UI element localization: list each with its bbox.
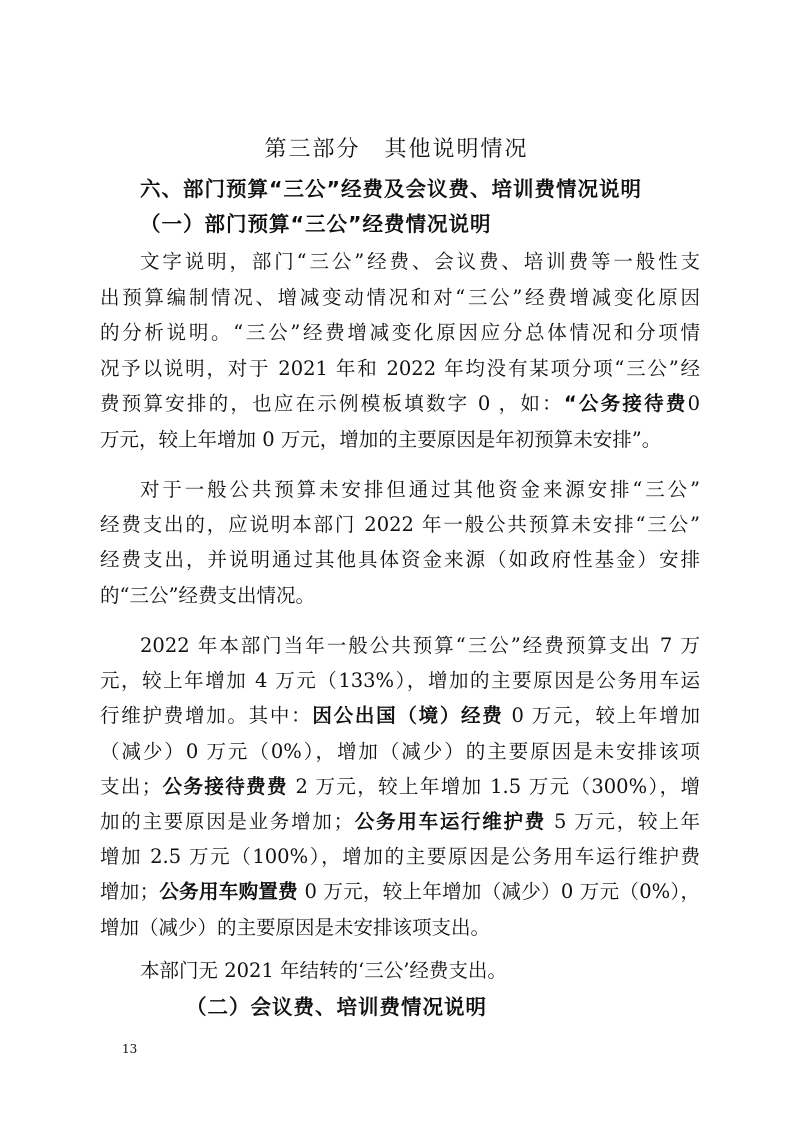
para4-line1: 本部门无 2021 年结转的‘三公’经费支出。 [140,958,507,982]
para3-line2: 元，较上年增加 4 万元（133%），增加的主要原因是公务用车运 [100,669,700,693]
para1-line5 [100,388,700,416]
para2-line4: 的“三公”经费支出情况。 [100,583,315,607]
para3-line6-bold: 公务用车运行维护费 [353,810,547,833]
para3-line7: 增加 2.5 万元（100%），增加的主要原因是公务用车运行维护费 [100,845,700,869]
para3-line5-bold: 公务接待费费 [161,774,288,798]
para1-line5-text: 费预算安排的，也应在示例模板填数字 0 ，如： [100,392,564,415]
para3-line1: 2022 年本部门当年一般公共预算“三公”经费预算支出 7 万 [140,634,700,657]
para1-line4: 况予以说明，对于 2021 年和 2022 年均没有某项分项“三公”经 [100,356,700,380]
para1-line2: 出预算编制情况、增减变动情况和对“三公”经费增减变化原因 [100,285,700,309]
section-heading: 六、部门预算“三公”经费及会议费、培训费情况说明 [140,177,642,201]
para3-line5-tail: 2 万元，较上年增加 1.5 万元（300%），增 [287,774,700,798]
para3-line3 [100,700,700,728]
para3-line8-tail: 0 万元，较上年增加（减少）0 万元（0%）， [297,880,700,904]
para3-line6-tail: 5 万元，较上年 [546,810,700,833]
para3-line3-bold: 因公出国（境）经费 [312,704,504,728]
part-heading: 第三部分 其他说明情况 [264,137,529,162]
para2-line1: 对于一般公共预算未安排但通过其他资金来源安排“三公” [140,478,700,501]
para3-line3-tail: 0 万元，较上年增加 [503,704,700,728]
subsection-heading-1: （一）部门预算“三公”经费情况说明 [140,212,492,236]
page-number: 13 [122,1042,138,1056]
para3-line6 [100,806,700,834]
para1-line3: 的分析说明。“三公”经费增减变化原因应分总体情况和分项情 [100,321,700,344]
para2-line3: 经费支出，并说明通过其他具体资金来源（如政府性基金）安排 [100,548,700,572]
para1-line5-bold: “公务接待费 [563,392,688,415]
para3-line3-text: 行维护费增加。其中： [100,704,313,728]
para3-line6-text: 加的主要原因是业务增加； [100,810,354,833]
para3-line5-text: 支出； [100,774,162,798]
para1-line5-num: 0 [687,392,700,415]
para1-line6: 万元，较上年增加 0 万元，增加的主要原因是年初预算未安排”。 [100,427,662,451]
para2-line2: 经费支出的，应说明本部门 2022 年一般公共预算未安排“三公” [100,513,700,537]
para1-line1: 文字说明，部门“三公”经费、会议费、培训费等一般性支 [140,250,700,273]
para3-line8-bold: 公务用车购置费 [159,880,298,904]
para3-line8 [100,876,700,904]
para3-line5 [100,771,700,799]
para3-line9: 增加（减少）的主要原因是未安排该项支出。 [100,915,491,939]
subsection-heading-2: （二）会议费、培训费情况说明 [186,995,487,1019]
para3-line8-text: 增加； [100,880,160,904]
para3-line4: （减少）0 万元（0%），增加（减少）的主要原因是未安排该项 [100,739,700,763]
